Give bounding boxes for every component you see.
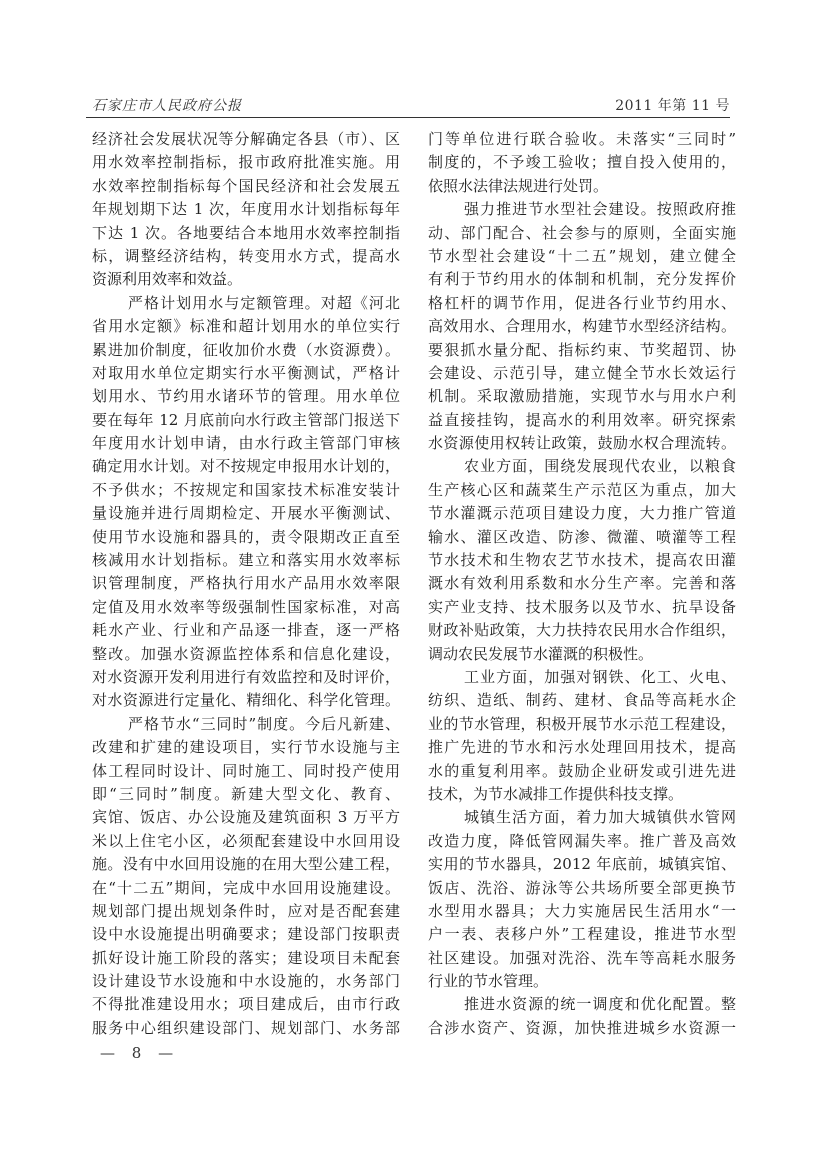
text-line: 米以上住宅小区，必须配套建设中水回用设 [92,831,400,850]
text-line: 年度用水计划申请，由水行政主管部门审核 [92,434,400,453]
text-line: 设计建设节水设施和中水设施的，水务部门 [92,972,400,991]
text-line: 益直接挂钩，提高水的利用效率。研究探索 [428,410,736,429]
issue-number: 2011 年第 11 号 [615,98,730,114]
text-line: 高效用水、合理用水，构建节水型经济结构。 [428,317,736,336]
text-line: 社区建设。加强对洗浴、洗车等高耗水服务 [428,948,736,967]
text-line: 抓好设计施工阶段的落实；建设项目未配套 [92,948,400,967]
text-line: 合涉水资产、资源，加快推进城乡水资源一 [428,1018,736,1037]
text-line: 技术，为节水减排工作提供科技支撑。 [428,784,684,803]
text-line: 用水效率控制指标，报市政府批准实施。用 [92,153,400,172]
text-line: 工业方面，加强对钢铁、化工、火电、 [464,667,736,686]
text-line: 实产业支持、技术服务以及节水、抗旱设备 [428,597,736,616]
text-line: 门等单位进行联合验收。未落实“三同时” [428,130,736,148]
text-line: 城镇生活方面，着力加大城镇供水管网 [464,808,736,827]
text-line: 节水型社会建设“十二五”规划，建立健全 [428,246,736,265]
text-line: 节水技术和生物农艺节水技术，提高农田灌 [428,551,736,570]
text-line: 节水灌溉示范项目建设力度，大力推广管道 [428,504,736,523]
text-line: 对水资源进行定量化、精细化、科学化管理。 [92,691,400,710]
text-line: 水的重复利用率。鼓励企业研发或引进先进 [428,761,736,780]
text-line: 施。没有中水回用设施的在用大型公建工程， [92,855,400,874]
text-line: 要在每年 12 月底前向水行政主管部门报送下 [92,410,400,429]
text-line: 确定用水计划。对不按规定申报用水计划的， [92,457,400,476]
text-line: 实用的节水器具，2012 年底前，城镇宾馆、 [428,855,736,874]
text-line: 农业方面，围绕发展现代农业，以粮食 [464,457,736,476]
text-line: 制度的，不予竣工验收；擅自投入使用的， [428,153,736,172]
text-line: 溉水有效利用系数和水分生产率。完善和落 [428,574,736,593]
right-text-column [428,128,736,1040]
text-line: 会建设、示范引导，建立健全节水长效运行 [428,363,736,382]
text-line: 宾馆、饭店、办公设施及建筑面积 3 万平方 [92,808,400,827]
text-line: 对水资源开发利用进行有效监控和及时评价， [92,667,400,686]
text-line: 要狠抓水量分配、指标约束、节奖超罚、协 [428,340,736,359]
text-line: 改造力度，降低管网漏失率。推广普及高效 [428,831,736,850]
text-line: 调动农民发展节水灌溉的积极性。 [428,644,654,663]
text-line: 水效率控制指标每个国民经济和社会发展五 [92,176,400,195]
text-line: 标，调整经济结构，转变用水方式，提高水 [92,246,400,265]
text-line: 推广先进的节水和污水处理回用技术，提高 [428,738,736,757]
text-line: 严格节水“三同时”制度。今后凡新建、 [128,714,400,733]
text-line: 严格计划用水与定额管理。对超《河北 [128,293,400,312]
text-line: 财政补贴政策，大力扶持农民用水合作组织， [428,621,736,640]
text-line: 设中水设施提出明确要求；建设部门按职责 [92,925,400,944]
text-line: 水型用水器具；大力实施居民生活用水“一 [428,901,736,920]
text-line: 累进加价制度，征收加价水费（水资源费）。 [92,340,400,359]
text-line: 年规划期下达 1 次，年度用水计划指标每年 [92,200,400,219]
text-line: 格杠杆的调节作用，促进各行业节约用水、 [428,293,736,312]
text-line: 行业的节水管理。 [428,972,549,991]
text-line: 划用水、节约用水诸环节的管理。用水单位 [92,387,400,406]
text-line: 耗水产业、行业和产品逐一排查，逐一严格 [92,621,400,640]
text-line: 核减用水计划指标。建立和落实用水效率标 [92,551,400,570]
text-line: 水资源使用权转让政策，鼓励水权合理流转。 [428,434,736,453]
text-line: 定值及用水效率等级强制性国家标准，对高 [92,597,400,616]
text-line: 强力推进节水型社会建设。按照政府推 [464,200,736,219]
text-line: 资源利用效率和效益。 [92,270,243,289]
text-line: 服务中心组织建设部门、规划部门、水务部 [92,1018,400,1037]
text-line: 对取用水单位定期实行水平衡测试，严格计 [92,363,400,382]
text-line: 省用水定额》标准和超计划用水的单位实行 [92,317,400,336]
text-line: 使用节水设施和器具的，责令限期改正直至 [92,527,400,546]
text-line: 体工程同时设计、同时施工、同时投产使用 [92,761,400,780]
left-text-column [92,128,400,1040]
text-line: 识管理制度，严格执行用水产品用水效率限 [92,574,400,593]
text-line: 量设施并进行周期检定、开展水平衡测试、 [92,504,400,523]
text-line: 饭店、洗浴、游泳等公共场所要全部更换节 [428,878,736,897]
text-line: 整改。加强水资源监控体系和信息化建设， [92,644,400,663]
text-line: 推进水资源的统一调度和优化配置。整 [464,995,736,1014]
text-line: 依照水法律法规进行处罚。 [428,176,609,195]
text-line: 户一表、表移户外”工程建设，推进节水型 [428,925,736,944]
text-line: 规划部门提出规划条件时，应对是否配套建 [92,901,400,920]
text-line: 下达 1 次。各地要结合本地用水效率控制指 [92,223,400,242]
text-line: 机制。采取激励措施，实现节水与用水户利 [428,387,736,406]
text-line: 生产核心区和蔬菜生产示范区为重点，加大 [428,480,736,499]
text-line: 有利于节约用水的体制和机制，充分发挥价 [428,270,736,289]
publication-title: 石家庄市人民政府公报 [92,98,242,114]
text-line: 输水、灌区改造、防渗、微灌、喷灌等工程 [428,527,736,546]
text-line: 在“十二五”期间，完成中水回用设施建设。 [92,878,400,897]
running-header [86,95,730,118]
text-line: 纺织、造纸、制药、建材、食品等高耗水企 [428,691,736,710]
text-line: 不予供水；不按规定和国家技术标准安装计 [92,480,400,499]
page-number: — 8 — [100,1044,180,1062]
text-line: 不得批准建设用水；项目建成后，由市行政 [92,995,400,1014]
text-line: 即“三同时”制度。新建大型文化、教育、 [92,784,400,803]
text-line: 经济社会发展状况等分解确定各县（市）、区 [92,130,400,148]
text-line: 业的节水管理，积极开展节水示范工程建设， [428,714,736,733]
text-line: 动、部门配合、社会参与的原则，全面实施 [428,223,736,242]
text-line: 改建和扩建的建设项目，实行节水设施与主 [92,738,400,757]
